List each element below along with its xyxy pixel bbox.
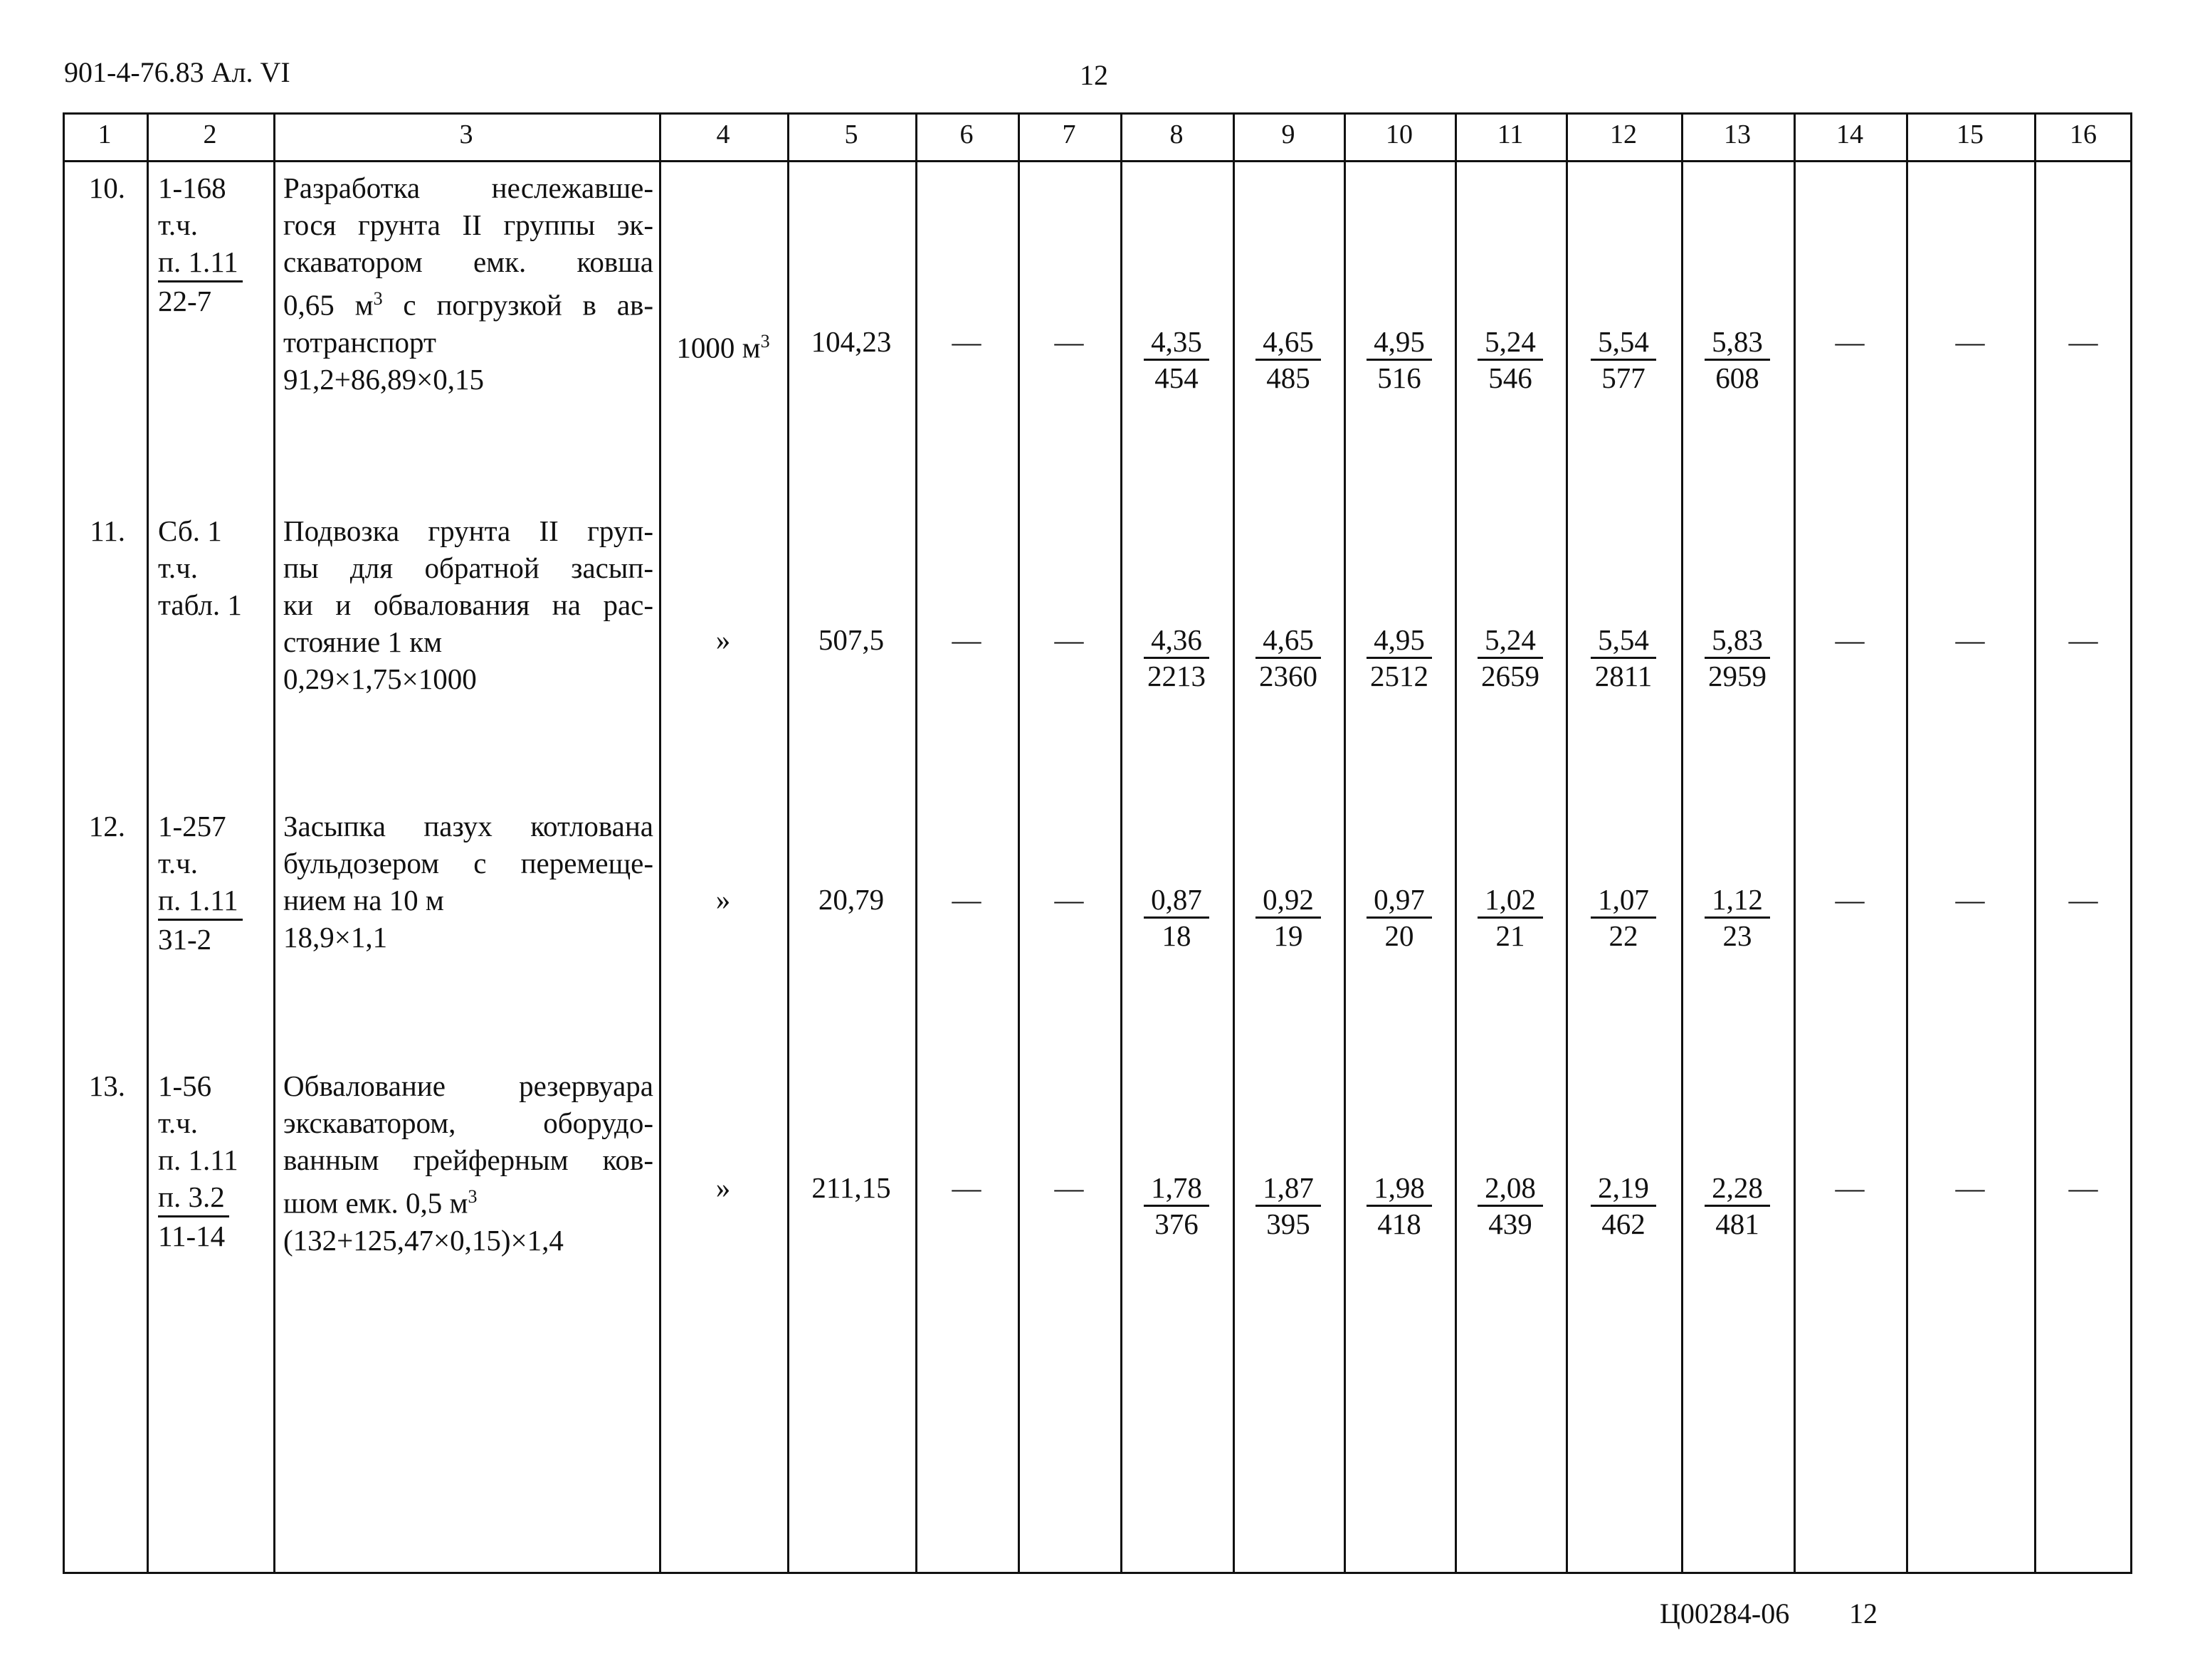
- reference: [158, 512, 242, 623]
- empty-value-dash: —: [1835, 325, 1865, 358]
- work-description: [283, 808, 653, 956]
- description-line: гося грунта II группы эк-: [283, 208, 653, 241]
- description-line: тотранспорт: [283, 325, 436, 359]
- fraction-denominator: 2811: [1594, 660, 1653, 692]
- fraction-numerator: 1,87: [1255, 1171, 1321, 1207]
- empty-value-dash: —: [952, 623, 981, 656]
- description-line: шом емк. 0,5 $м^3$: [283, 1186, 478, 1220]
- reference-line: 1-56: [158, 1069, 212, 1102]
- column-number: 6: [959, 120, 974, 149]
- column-number: 13: [1724, 120, 1751, 149]
- column-number: 12: [1610, 120, 1637, 149]
- column-number: 8: [1169, 120, 1184, 149]
- fraction-denominator: 608: [1715, 361, 1759, 394]
- column-divider: [147, 112, 149, 1574]
- column-number: 3: [459, 120, 473, 149]
- empty-value-dash: —: [1054, 325, 1084, 358]
- fraction-denominator: 19: [1273, 919, 1303, 952]
- fraction-numerator: 5,54: [1591, 324, 1656, 361]
- fraction-denominator: 395: [1266, 1208, 1310, 1240]
- column-number: 2: [203, 120, 217, 149]
- description-line: 0,65 $м^3$ с погрузкой в ав-: [283, 288, 653, 322]
- column-number: 1: [98, 120, 112, 149]
- fraction-denominator: 546: [1488, 361, 1532, 394]
- empty-value-dash: —: [952, 1171, 981, 1204]
- fraction-value: [1455, 623, 1566, 693]
- fraction-value: [1566, 324, 1681, 395]
- fraction-numerator: 4,35: [1144, 324, 1209, 361]
- fraction-numerator: 1,07: [1591, 882, 1656, 919]
- unit: 1000 $м^3$: [676, 331, 770, 364]
- fraction-numerator: 1,78: [1144, 1171, 1209, 1207]
- column-number: 7: [1062, 120, 1076, 149]
- work-description: [283, 1067, 653, 1259]
- empty-value-dash: —: [1955, 325, 1985, 358]
- fraction-value: [1681, 324, 1794, 395]
- empty-value-dash: —: [1054, 623, 1084, 656]
- empty-value-dash: —: [1955, 883, 1985, 916]
- fraction-numerator: 5,83: [1705, 623, 1770, 659]
- empty-value-dash: —: [952, 883, 981, 916]
- empty-value-dash: —: [1835, 623, 1865, 656]
- column-number: 16: [2070, 120, 2097, 149]
- description-line: Разработка неслежавше-: [283, 171, 653, 204]
- column-number: 4: [716, 120, 730, 149]
- empty-value-dash: —: [2068, 883, 2098, 916]
- description-line: 18,9×1,1: [283, 921, 388, 953]
- fraction-value: [1120, 324, 1233, 395]
- fraction-numerator: 5,24: [1478, 623, 1543, 659]
- reference-line: Сб. 1: [158, 514, 222, 547]
- reference-line: табл. 1: [158, 588, 242, 621]
- fraction-numerator: 2,28: [1705, 1171, 1770, 1207]
- row-number: 12.: [88, 810, 125, 842]
- reference: [158, 808, 243, 958]
- column-number: 14: [1836, 120, 1863, 149]
- empty-value-dash: —: [1054, 1171, 1084, 1204]
- reference-line: п. 1.11: [158, 882, 243, 921]
- fraction-denominator: 2659: [1481, 660, 1539, 692]
- fraction-numerator: 5,24: [1478, 324, 1543, 361]
- fraction-value: [1455, 324, 1566, 395]
- fraction-value: [1233, 1171, 1344, 1241]
- column-number: 9: [1281, 120, 1295, 149]
- unit: »: [715, 623, 731, 656]
- empty-value-dash: —: [2068, 1171, 2098, 1204]
- reference-line: 1-168: [158, 171, 226, 204]
- description-line: стояние 1 км: [283, 625, 443, 658]
- description-line: пы для обратной засып-: [283, 551, 653, 584]
- fraction-value: [1344, 324, 1455, 395]
- empty-value-dash: —: [1955, 1171, 1985, 1204]
- fraction-denominator: 462: [1601, 1208, 1646, 1240]
- fraction-denominator: 516: [1377, 361, 1421, 394]
- description-line: Засыпка пазух котлована: [283, 810, 653, 842]
- fraction-denominator: 18: [1162, 919, 1191, 952]
- description-line: 0,29×1,75×1000: [283, 662, 477, 695]
- fraction-value: [1681, 882, 1794, 953]
- fraction-denominator: 23: [1722, 919, 1752, 952]
- fraction-value: [1233, 623, 1344, 693]
- unit: »: [715, 1171, 731, 1204]
- row-number: 13.: [88, 1069, 125, 1102]
- page-number-top: 12: [1080, 59, 1108, 91]
- fraction-value: [1455, 1171, 1566, 1241]
- column-number: 10: [1386, 120, 1413, 149]
- column-number: 5: [844, 120, 858, 149]
- reference: [158, 169, 243, 319]
- document-code: 901-4-76.83 Ал. VI: [64, 56, 290, 88]
- quantity: 507,5: [818, 623, 885, 656]
- fraction-value: [1566, 1171, 1681, 1241]
- fraction-denominator: 22: [1609, 919, 1638, 952]
- description-line: скаватором емк. ковша: [283, 245, 653, 278]
- quantity: 20,79: [818, 883, 885, 916]
- reference-line: п. 3.2: [158, 1178, 238, 1217]
- fraction-numerator: 4,95: [1367, 623, 1432, 659]
- description-line: бульдозером с перемеще-: [283, 847, 653, 879]
- reference-line: т.ч.: [158, 1106, 198, 1139]
- reference-line: 31-2: [158, 923, 212, 956]
- fraction-numerator: 4,36: [1144, 623, 1209, 659]
- description-line: Обвалование резервуара: [283, 1069, 653, 1102]
- fraction-numerator: 1,98: [1367, 1171, 1432, 1207]
- fraction-numerator: 2,08: [1478, 1171, 1543, 1207]
- fraction-value: [1344, 623, 1455, 693]
- fraction-denominator: 20: [1384, 919, 1414, 952]
- fraction-denominator: 376: [1154, 1208, 1199, 1240]
- fraction-denominator: 454: [1154, 361, 1199, 394]
- description-line: (132+125,47×0,15)×1,4: [283, 1223, 564, 1257]
- empty-value-dash: —: [2068, 623, 2098, 656]
- fraction-value: [1681, 1171, 1794, 1241]
- fraction-numerator: 4,65: [1255, 324, 1321, 361]
- fraction-numerator: 1,02: [1478, 882, 1543, 919]
- empty-value-dash: —: [2068, 325, 2098, 358]
- column-number: 11: [1497, 120, 1524, 149]
- fraction-denominator: 21: [1495, 919, 1525, 952]
- fraction-numerator: 0,87: [1144, 882, 1209, 919]
- fraction-value: [1233, 882, 1344, 953]
- reference-line: т.ч.: [158, 847, 198, 879]
- reference-line: т.ч.: [158, 551, 198, 584]
- fraction-value: [1566, 623, 1681, 693]
- fraction-denominator: 577: [1601, 361, 1646, 394]
- fraction-numerator: 5,54: [1591, 623, 1656, 659]
- empty-value-dash: —: [1835, 883, 1865, 916]
- fraction-denominator: 2360: [1259, 660, 1317, 692]
- fraction-value: [1455, 882, 1566, 953]
- fraction-denominator: 2512: [1370, 660, 1428, 692]
- footer-page-number: 12: [1849, 1597, 1878, 1629]
- column-divider: [273, 112, 275, 1574]
- description-line: Подвозка грунта II груп-: [283, 514, 653, 547]
- fraction-denominator: 481: [1715, 1208, 1759, 1240]
- reference-line: 1-257: [158, 810, 226, 842]
- fraction-value: [1120, 882, 1233, 953]
- fraction-value: [1344, 1171, 1455, 1241]
- work-description: [283, 512, 653, 697]
- description-line: нием на 10 м: [283, 884, 444, 916]
- description-line: экскаватором, оборудо-: [283, 1106, 653, 1139]
- fraction-value: [1566, 882, 1681, 953]
- empty-value-dash: —: [952, 325, 981, 358]
- description-line: ванным грейферным ков-: [283, 1143, 653, 1176]
- empty-value-dash: —: [1955, 623, 1985, 656]
- footer-code: Ц00284-06: [1660, 1597, 1790, 1629]
- fraction-numerator: 4,65: [1255, 623, 1321, 659]
- reference-line: 11-14: [158, 1220, 226, 1252]
- quantity: 211,15: [811, 1171, 891, 1204]
- row-number: 10.: [88, 171, 125, 204]
- fraction-numerator: 0,92: [1255, 882, 1321, 919]
- fraction-numerator: 4,95: [1367, 324, 1432, 361]
- fraction-value: [1681, 623, 1794, 693]
- empty-value-dash: —: [1054, 883, 1084, 916]
- unit: »: [715, 883, 731, 916]
- column-number: 15: [1957, 120, 1984, 149]
- description-line: ки и обвалования на рас-: [283, 588, 653, 621]
- fraction-denominator: 2959: [1708, 660, 1767, 692]
- fraction-denominator: 2213: [1147, 660, 1206, 692]
- reference: [158, 1067, 238, 1254]
- fraction-denominator: 485: [1266, 361, 1310, 394]
- reference-line: п. 1.11: [158, 1143, 238, 1176]
- fraction-value: [1120, 1171, 1233, 1241]
- fraction-numerator: 0,97: [1367, 882, 1432, 919]
- fraction-value: [1233, 324, 1344, 395]
- fraction-numerator: 2,19: [1591, 1171, 1656, 1207]
- fraction-denominator: 418: [1377, 1208, 1421, 1240]
- reference-line: 22-7: [158, 285, 212, 317]
- reference-line: п. 1.11: [158, 243, 243, 282]
- header-divider: [63, 160, 2132, 162]
- reference-line: т.ч.: [158, 208, 198, 241]
- fraction-value: [1120, 623, 1233, 693]
- fraction-numerator: 5,83: [1705, 324, 1770, 361]
- description-line: 91,2+86,89×0,15: [283, 362, 484, 396]
- quantity: 104,23: [811, 325, 892, 358]
- work-description: [283, 169, 653, 398]
- fraction-value: [1344, 882, 1455, 953]
- row-number: 11.: [90, 514, 125, 547]
- fraction-numerator: 1,12: [1705, 882, 1770, 919]
- fraction-denominator: 439: [1488, 1208, 1532, 1240]
- empty-value-dash: —: [1835, 1171, 1865, 1204]
